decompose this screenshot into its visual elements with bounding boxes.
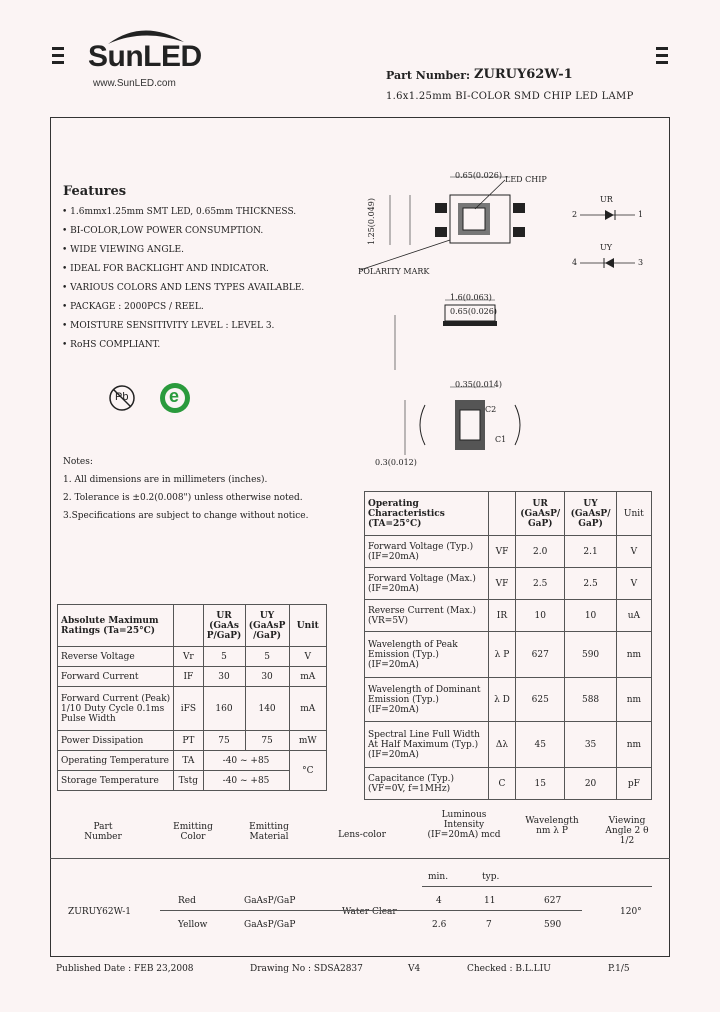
- brand-logo: [88, 20, 202, 80]
- table-row: Reverse Voltage Vr 5 5 V: [58, 647, 327, 667]
- feature-item: • WIDE VIEWING ANGLE.: [62, 245, 184, 255]
- feature-item: • MOISTURE SENSITIVITY LEVEL : LEVEL 3.: [62, 321, 275, 331]
- table-row: Forward Current IF 30 30 mA: [58, 667, 327, 687]
- hdr-min: min.: [428, 872, 449, 882]
- brand-name: SunLED: [88, 40, 202, 73]
- circuit-pin-2: 1: [638, 210, 644, 219]
- circuit-pin-3: 4: [572, 258, 578, 267]
- footer-version: V4: [408, 964, 421, 974]
- row-divider: [160, 910, 422, 911]
- rohs-icon: [158, 381, 192, 415]
- row-red-min: 4: [436, 896, 442, 906]
- feature-item: • BI-COLOR,LOW POWER CONSUMPTION.: [62, 226, 264, 236]
- row-yellow-color: Yellow: [178, 920, 208, 930]
- row-yellow-typ: 7: [486, 920, 492, 930]
- notes-title: Notes:: [63, 457, 93, 467]
- op-char-table: [364, 491, 652, 800]
- table-row: Operating Temperature TA -40 ~ +85 °C: [58, 751, 327, 771]
- hdr-luminous-intensity: Luminous Intensity (IF=20mA) mcd: [427, 810, 501, 840]
- hdr-viewing-angle: Viewing Angle 2 θ 1/2: [605, 816, 649, 846]
- c1-label: C1: [495, 435, 507, 444]
- circuit-ur-label: UR: [600, 195, 613, 204]
- feature-item: • PACKAGE : 2000PCS / REEL.: [62, 302, 204, 312]
- pb-label: Pb: [115, 391, 129, 403]
- table-row: Storage Temperature Tstg -40 ~ +85: [58, 771, 327, 791]
- part-table-divider: [50, 858, 670, 859]
- table-row: Reverse Current (Max.) (VR=5V) IR 10 10 uA: [365, 600, 652, 632]
- corner-marks-left: [52, 47, 64, 68]
- package-drawing: [355, 165, 555, 475]
- dim-pad-label: 0.35(0.014): [455, 380, 502, 389]
- feature-item: • RoHS COMPLIANT.: [62, 340, 161, 350]
- feature-item: • IDEAL FOR BACKLIGHT AND INDICATOR.: [62, 264, 269, 274]
- part-table: [50, 806, 670, 946]
- lens-cell: Water Clear: [342, 907, 397, 917]
- table-header-row: Absolute Maximum Ratings (Ta=25°C) UR (GaAs P/GaP) UY (GaAsP /GaP) Unit: [58, 605, 327, 647]
- features-title: Features: [63, 184, 127, 199]
- hdr-emitting-color: Emitting Color: [173, 822, 213, 842]
- footer-published: Published Date : FEB 23,2008: [56, 964, 194, 974]
- row-red-typ: 11: [484, 896, 496, 906]
- dim-width-label: 1.6(0.063): [450, 293, 492, 302]
- footer-drawing: Drawing No : SDSA2837: [250, 964, 363, 974]
- row-red-material: GaAsP/GaP: [244, 896, 296, 906]
- pb-free-icon: [108, 384, 136, 412]
- hdr-lens-color: Lens-color: [338, 830, 386, 840]
- product-description: 1.6x1.25mm BI-COLOR SMD CHIP LED LAMP: [386, 91, 634, 102]
- c2-label: C2: [485, 405, 497, 414]
- footer-checked: Checked : B.L.LIU: [467, 964, 551, 974]
- features-list: [62, 203, 362, 355]
- note-2: 2. Tolerance is ±0.2(0.008") unless otherwise noted.: [63, 493, 303, 503]
- table-row: Forward Voltage (Max.) (IF=20mA) VF 2.5 2.5 V: [365, 568, 652, 600]
- angle-cell: 120°: [620, 907, 642, 917]
- table-row: Wavelength of Dominant Emission (Typ.) (IF=20mA) λ D 625 588 nm: [365, 678, 652, 722]
- dim-mid-label: 0.65(0.026): [450, 307, 497, 316]
- hdr-part-number: Part Number: [84, 822, 122, 842]
- table-row: Wavelength of Peak Emission (Typ.) (IF=20mA) λ P 627 590 nm: [365, 632, 652, 678]
- row-yellow-min: 2.6: [432, 920, 447, 930]
- table-row: Spectral Line Full Width At Half Maximum (Typ.) (IF=20mA) Δλ 45 35 nm: [365, 722, 652, 768]
- part-number-value: ZURUY62W-1: [474, 67, 573, 82]
- row-divider: [422, 910, 582, 911]
- dim-bottom-label: 0.3(0.012): [375, 458, 417, 467]
- corner-marks-right: [656, 47, 668, 68]
- hdr-typ: typ.: [482, 872, 500, 882]
- table-header-row: Operating Characteristics (TA=25°C) UR (GaAsP/ GaP) UY (GaAsP/ GaP) Unit: [365, 492, 652, 536]
- row-red-wl: 627: [544, 896, 562, 906]
- feature-item: • 1.6mmx1.25mm SMT LED, 0.65mm THICKNESS.: [62, 207, 297, 217]
- dim-side-label: 1.25(0.049): [367, 198, 376, 245]
- table-row: Capacitance (Typ.) (VF=0V, f=1MHz) C 15 20 pF: [365, 768, 652, 800]
- table-row: Forward Current (Peak) 1/10 Duty Cycle 0.1ms Pulse Width iFS 160 140 mA: [58, 687, 327, 731]
- brand-url[interactable]: www.SunLED.com: [93, 78, 176, 89]
- footer-page: P.1/5: [608, 964, 630, 974]
- circuit-diagram: [570, 195, 650, 275]
- circuit-pin-4: 3: [638, 258, 644, 267]
- dim-top-label: 0.65(0.026): [455, 171, 502, 180]
- led-chip-label: LED CHIP: [505, 175, 547, 184]
- row-red-color: Red: [178, 896, 196, 906]
- abs-max-table: [57, 604, 327, 791]
- rohs-label: e: [169, 386, 180, 406]
- circuit-pin-1: 2: [572, 210, 578, 219]
- part-number-label: Part Number:: [386, 69, 471, 82]
- table-row: Power Dissipation PT 75 75 mW: [58, 731, 327, 751]
- part-table-subdivider: [422, 886, 652, 887]
- hdr-wavelength: Wavelength nm λ P: [525, 816, 579, 836]
- circuit-uy-label: UY: [600, 243, 613, 252]
- note-1: 1. All dimensions are in millimeters (inches).: [63, 475, 268, 485]
- table-row: Forward Voltage (Typ.) (IF=20mA) VF 2.0 2.1 V: [365, 536, 652, 568]
- polarity-mark-label: POLARITY MARK: [358, 267, 430, 276]
- feature-item: • VARIOUS COLORS AND LENS TYPES AVAILABLE.: [62, 283, 305, 293]
- part-number-cell: ZURUY62W-1: [68, 907, 131, 917]
- row-yellow-wl: 590: [544, 920, 562, 930]
- hdr-emitting-material: Emitting Material: [249, 822, 289, 842]
- note-3: 3.Specifications are subject to change without notice.: [63, 511, 309, 521]
- row-yellow-material: GaAsP/GaP: [244, 920, 296, 930]
